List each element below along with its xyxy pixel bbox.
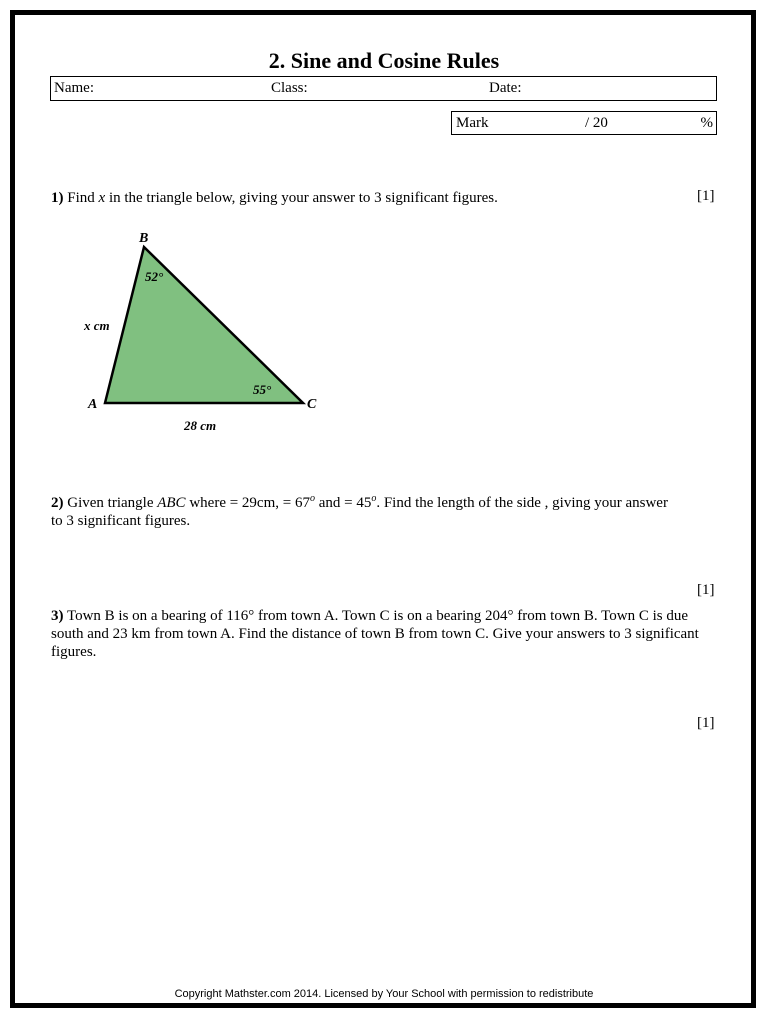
student-info-box [50,76,717,101]
question-3-marks: [1] [697,715,715,731]
question-3 [51,607,706,661]
mark-total: / 20 [585,115,608,131]
side-ac-label: 28 cm [184,418,217,433]
angle-b-label: 52° [145,269,164,284]
question-1-variable: x [98,190,106,206]
question-1-text-post: in the triangle below, giving your answer to 3 significant figures. [105,190,498,206]
question-2-degree-2: o [371,493,377,504]
name-label: Name: [54,80,94,96]
question-2-text-line2: to 3 significant figures. [51,513,191,529]
question-1 [51,189,716,207]
triangle-abc [105,247,303,403]
question-2-text-c: and = 45 [314,495,372,511]
question-1-text-pre: Find [63,190,99,206]
class-label: Class: [271,80,308,96]
date-label: Date: [489,80,522,96]
vertex-b-label: B [139,231,149,246]
mark-box [451,111,717,135]
side-ab-label: x cm [84,318,110,333]
question-2 [51,490,716,530]
vertex-c-label: C [307,397,317,412]
worksheet-title: 2. Sine and Cosine Rules [268,48,500,73]
triangle-diagram [70,222,340,437]
question-2-number: 2) [51,495,64,511]
vertex-a-label: A [88,397,98,412]
copyright-footer: Copyright Mathster.com 2014. Licensed by Your School with permission to redistribute [174,988,594,1000]
question-2-marks: [1] [697,582,715,598]
question-1-number: 1) [51,190,64,206]
question-2-text-d: . Find the length of the side , giving your answer [376,495,668,511]
question-2-triangle-name: ABC [157,495,186,511]
mark-percent: % [700,115,713,131]
question-3-text: Town B is on a bearing of 116° from town A. Town C is on a bearing 204° from town B. Town C is due south and 23 km from town A. Find the distance of town B from town C. Give your answers to 3 significant figures. [51,608,699,660]
question-2-text-a: Given triangle [63,495,158,511]
question-2-text-b: where = 29cm, = 67 [185,495,310,511]
question-1-marks: [1] [697,188,715,204]
question-3-number: 3) [51,608,64,624]
angle-c-label: 55° [253,382,272,397]
question-2-degree-1: o [309,493,315,504]
mark-label: Mark [456,115,489,131]
